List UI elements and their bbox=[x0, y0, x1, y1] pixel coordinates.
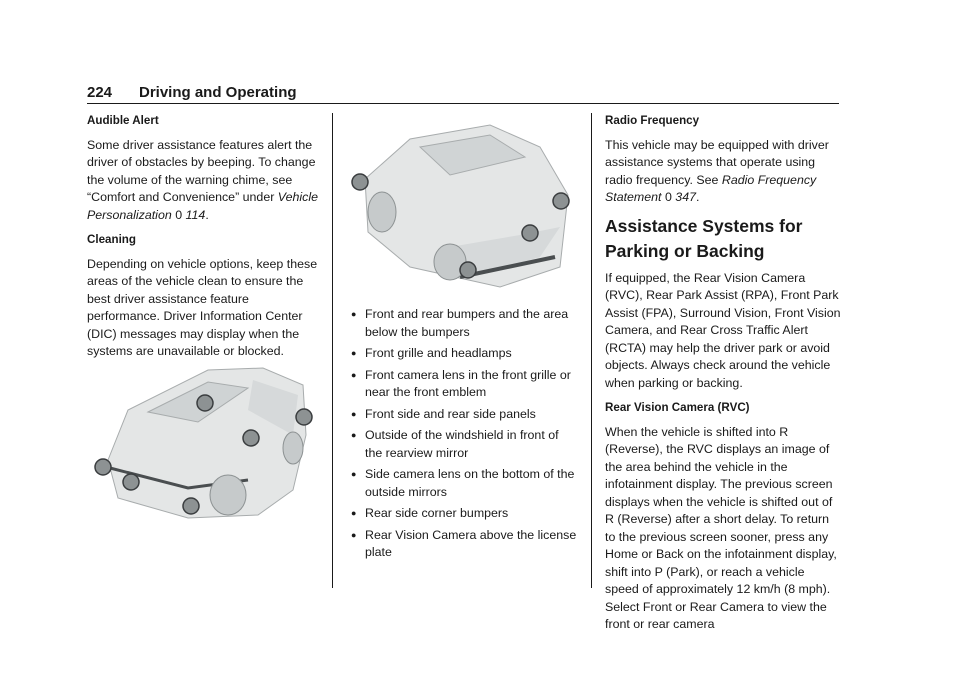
column-middle bbox=[351, 306, 579, 566]
column-right bbox=[605, 112, 841, 641]
assistance-systems-heading: Assistance Systems for Parking or Backing bbox=[605, 215, 803, 261]
rvc-text: When the vehicle is shifted into R (Reverse), the RVC displays an image of the area behind the vehicle in the infotainment display. The previous screen displays when the vehicle is shifted out of R (Reverse) after a short delay. To return to the previous screen sooner, press any Home or Back on the infotainment display, shift into P (Park), or reach a vehicle speed of approximately 12 km/h (8 mph). Select Front or Rear Camera to view the front or rear camera bbox=[605, 424, 837, 631]
page-ref-arrow-icon: 0 bbox=[664, 190, 672, 204]
list-item: ● Front grille and headlamps bbox=[351, 345, 579, 363]
list-item: ● Rear side corner bumpers bbox=[351, 505, 579, 523]
radio-frequency-heading: Radio Frequency bbox=[605, 114, 700, 127]
column-divider-right bbox=[591, 113, 592, 588]
sensor-marker bbox=[553, 193, 569, 209]
list-item: ● Front side and rear side panels bbox=[351, 406, 579, 424]
list-item: ● Outside of the windshield in front of the rearview mirror bbox=[351, 427, 579, 462]
assistance-systems-text: If equipped, the Rear Vision Camera (RVC), Rear Park Assist (RPA), Front Park Assist (FPA), Surround Vision, Front Vision Camera, and Rear Cross Traffic Alert (RCTA) may help the driver park or avoid objects. Always check around the vehicle when parking or backing. bbox=[605, 270, 841, 390]
rear-vehicle-illustration bbox=[350, 117, 576, 302]
audible-alert-text: Some driver assistance features alert the driver of obstacles by beeping. To change the volume of the warning chime, see “Comfort and Convenience” under Vehicle Personalization 0 114. bbox=[87, 137, 318, 222]
radio-frequency-text: This vehicle may be equipped with driver assistance systems that operate using radio frequency. See Radio Frequency Statement 0 347. bbox=[605, 137, 829, 204]
section-title: Driving and Operating bbox=[139, 84, 297, 101]
header-rule bbox=[87, 103, 839, 104]
list-item: ● Front and rear bumpers and the area below the bumpers bbox=[351, 306, 579, 341]
page-ref-arrow-icon: 0 bbox=[175, 207, 183, 222]
cleaning-areas-list bbox=[351, 306, 579, 562]
column-divider-left bbox=[332, 113, 333, 588]
sensor-marker bbox=[352, 174, 368, 190]
sensor-marker bbox=[460, 262, 476, 278]
radio-frequency-statement-link[interactable]: Radio Frequency Statement bbox=[605, 172, 817, 204]
sensor-marker bbox=[183, 498, 199, 514]
page-ref[interactable]: 347 bbox=[675, 190, 696, 204]
sensor-marker bbox=[95, 459, 111, 475]
sensor-marker bbox=[123, 474, 139, 490]
page-ref[interactable]: 114 bbox=[185, 207, 206, 222]
audible-alert-heading: Audible Alert bbox=[87, 114, 159, 127]
page-number: 224 bbox=[87, 84, 113, 101]
sensor-marker bbox=[522, 225, 538, 241]
sensor-marker bbox=[243, 430, 259, 446]
rvc-heading: Rear Vision Camera (RVC) bbox=[605, 401, 750, 414]
sensor-marker bbox=[296, 409, 312, 425]
sensor-marker bbox=[197, 395, 213, 411]
list-item: ● Front camera lens in the front grille or near the front emblem bbox=[351, 367, 579, 402]
page-header bbox=[87, 84, 839, 104]
cleaning-text: Depending on vehicle options, keep these areas of the vehicle clean to ensure the best driver assistance feature performance. Driver Information Center (DIC) messages may display when the systems are unavailable or blocked. bbox=[87, 256, 318, 358]
vehicle-personalization-link[interactable]: Vehicle Personalization bbox=[87, 190, 318, 222]
front-vehicle-illustration bbox=[88, 340, 318, 530]
list-item: ● Rear Vision Camera above the license plate bbox=[351, 527, 579, 562]
cleaning-heading: Cleaning bbox=[87, 233, 136, 246]
column-left bbox=[87, 112, 319, 368]
list-item: ● Side camera lens on the bottom of the outside mirrors bbox=[351, 466, 579, 501]
